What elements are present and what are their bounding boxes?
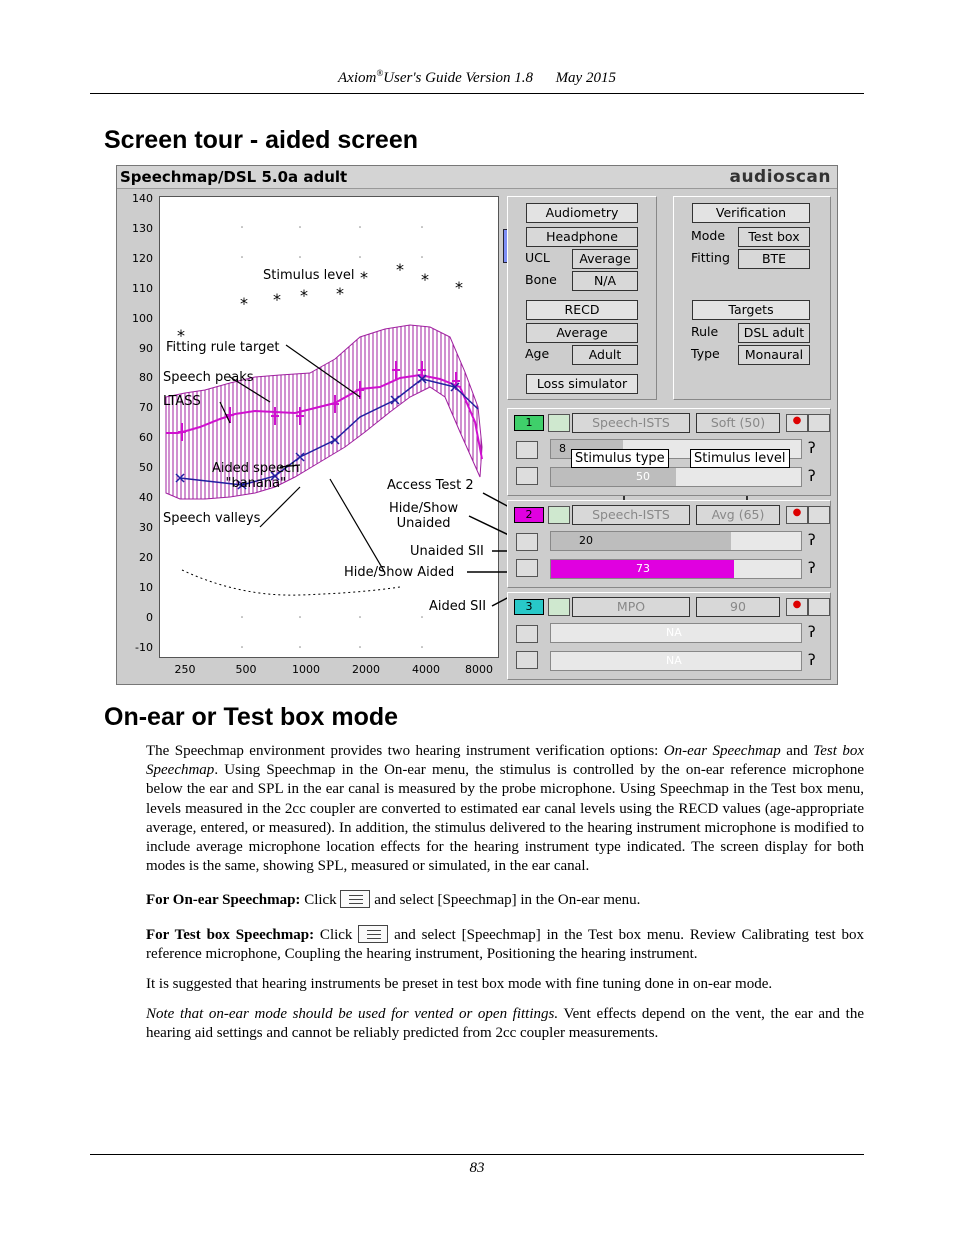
annotation-hide-show-line1: Hide/Show <box>389 501 459 516</box>
aided-sii-bar <box>550 651 802 671</box>
y-tick-label: 110 <box>132 281 153 295</box>
paragraph-testbox: For Test box Speechmap: Click and select [Speechmap] in the Test box menu. Review Calibrating test box reference microphone, Coupling the hearing instrument, Positioning the hearing instrument. <box>146 926 864 962</box>
header-rule <box>90 93 864 94</box>
onear-heading: For On-ear Speechmap: <box>146 892 301 909</box>
annotation-aided-speech-line2: "banana" <box>225 476 287 491</box>
ear-icon: ʔ <box>808 439 816 457</box>
rule-select[interactable]: DSL adult <box>738 323 810 343</box>
annotation-access-test-2: Access Test 2 <box>387 478 474 493</box>
clear-icon[interactable] <box>808 414 830 432</box>
body-text <box>146 742 864 1044</box>
y-tick-label: 30 <box>139 520 153 534</box>
recd-button[interactable]: RECD <box>526 300 638 320</box>
svg-text:*: * <box>273 290 281 309</box>
play-icon[interactable] <box>548 414 570 432</box>
targets-button[interactable]: Targets <box>692 300 810 320</box>
mode-label: Mode <box>691 228 726 243</box>
paragraph-preset: It is suggested that hearing instruments be preset in test box mode with fine tuning done in on-ear mode. <box>146 976 773 993</box>
verification-button[interactable]: Verification <box>692 203 810 223</box>
ucl-select[interactable]: Average <box>572 249 638 269</box>
unaided-sii-value: 20 <box>579 534 593 547</box>
x-tick-label: 500 <box>235 663 257 676</box>
ear-icon: ʔ <box>808 651 816 669</box>
speechmap-screenshot <box>116 165 838 685</box>
svg-text:*: * <box>336 284 344 303</box>
header-date: May 2015 <box>555 70 616 86</box>
svg-text:*: * <box>177 326 185 345</box>
verification-panel <box>673 196 831 400</box>
note-italic: Note that on-ear mode should be used for vented or open fittings. <box>146 1006 559 1023</box>
y-tick-label: 20 <box>139 550 153 564</box>
menu-icon <box>358 925 388 943</box>
y-tick-label: 60 <box>139 431 153 445</box>
header-brand: Axiom <box>338 70 377 86</box>
speechmap-graph <box>160 197 498 657</box>
y-tick-label: 0 <box>146 610 153 624</box>
em-onear-speechmap: On-ear Speechmap <box>663 743 781 759</box>
annotation-ltass: LTASS <box>163 394 201 409</box>
x-tick-label: 1000 <box>292 663 320 676</box>
stimulus-type-select[interactable]: Speech-ISTS <box>572 413 690 433</box>
hide-show-unaided-icon[interactable] <box>516 625 538 643</box>
age-label: Age <box>525 346 550 361</box>
svg-text:*: * <box>455 278 463 297</box>
speechmap-plot <box>159 196 499 658</box>
em-testbox-speechmap: Test box Speechmap <box>146 743 864 779</box>
mode-select[interactable]: Test box <box>738 227 810 247</box>
audioscan-logo: audioscan <box>729 167 831 187</box>
y-tick-label: 50 <box>139 461 153 475</box>
clear-icon[interactable] <box>808 506 830 524</box>
unaided-sii-value: NA <box>666 626 682 639</box>
loss-simulator-button[interactable]: Loss simulator <box>526 374 638 394</box>
svg-text:*: * <box>240 294 248 313</box>
stimulus-level-select[interactable]: Avg (65) <box>696 505 780 525</box>
running-header <box>0 68 954 87</box>
age-select[interactable]: Adult <box>572 345 638 365</box>
annotation-hide-show-unaided <box>389 501 458 531</box>
recd-select[interactable]: Average <box>526 323 638 343</box>
audiometry-panel <box>507 196 657 400</box>
rule-label: Rule <box>691 324 719 339</box>
section-title-aided-screen: Screen tour - aided screen <box>104 126 419 154</box>
annotation-aided-speech-line1: Aided speech <box>212 461 300 476</box>
record-icon[interactable]: ● <box>786 506 808 524</box>
testbox-heading: For Test box Speechmap: <box>146 926 315 943</box>
test-row-panel <box>507 500 831 588</box>
stimulus-level-select[interactable]: 90 <box>696 597 780 617</box>
test-number-button[interactable]: 1 <box>514 415 544 431</box>
callout-stimulus-level: Stimulus level <box>690 449 790 468</box>
unaided-sii-value: 8 <box>559 442 566 455</box>
y-tick-label: 90 <box>139 341 153 355</box>
section-title-onear-testbox: On-ear or Test box mode <box>104 703 399 731</box>
test-row-panel <box>507 592 831 680</box>
stimulus-level-select[interactable]: Soft (50) <box>696 413 780 433</box>
clear-icon[interactable] <box>808 598 830 616</box>
paragraph-onear: For On-ear Speechmap: Click and select [Speechmap] in the On-ear menu. <box>146 892 641 909</box>
annotation-speech-peaks: Speech peaks <box>163 370 254 385</box>
audiometry-button[interactable]: Audiometry <box>526 203 638 223</box>
type-select[interactable]: Monaural <box>738 345 810 365</box>
annotation-speech-valleys: Speech valleys <box>163 511 261 526</box>
x-tick-label: 4000 <box>412 663 440 676</box>
y-tick-label: 70 <box>139 401 153 415</box>
aided-sii-value: NA <box>666 654 682 667</box>
play-icon[interactable] <box>548 506 570 524</box>
y-tick-label: 40 <box>139 491 153 504</box>
headphone-select[interactable]: Headphone <box>526 227 638 247</box>
x-tick-label: 2000 <box>352 663 380 676</box>
annotation-unaided-sii: Unaided SII <box>410 544 484 559</box>
svg-text:*: * <box>300 286 308 305</box>
type-label: Type <box>691 346 720 361</box>
fitting-label: Fitting <box>691 250 730 265</box>
hide-show-aided-icon[interactable] <box>516 467 538 485</box>
x-tick-label: 8000 <box>465 663 493 676</box>
y-tick-label: 80 <box>139 371 153 385</box>
y-tick-label: 120 <box>132 251 153 265</box>
y-tick-label: 100 <box>132 311 153 325</box>
annotation-stimulus-level: Stimulus level <box>263 268 355 283</box>
bone-select[interactable]: N/A <box>572 271 638 291</box>
record-icon[interactable]: ● <box>786 414 808 432</box>
annotation-aided-sii: Aided SII <box>429 599 487 614</box>
hide-show-aided-icon[interactable] <box>516 559 538 577</box>
stimulus-type-select[interactable]: MPO <box>572 597 690 617</box>
ear-icon: ʔ <box>808 531 816 549</box>
hide-show-aided-icon[interactable] <box>516 651 538 669</box>
y-tick-label: 10 <box>139 580 153 594</box>
unaided-sii-bar <box>550 531 802 551</box>
aided-sii-value: 73 <box>636 562 650 575</box>
test-number-button[interactable]: 2 <box>514 507 544 523</box>
header-title: User's Guide Version 1.8 <box>383 70 534 86</box>
y-tick-label: 130 <box>132 221 153 235</box>
paragraph-intro: The Speechmap environment provides two hearing instrument verification options: On-ear Speechmap and Test box Speechmap. Using Speechmap in the On-ear menu, the stimulus is controlled by the on-ear reference microphone below the ear and SPL in the ear canal is measured by the probe microphone. Using Speechmap in the Test box menu, levels measured in the 2cc coupler are converted to estimated ear canal levels using the RECD values (age-appropriate average, entered, or measured). In addition, the stimulus delivered to the hearing instrument microphone is modified to include average microphone location effects for the hearing instrument type indicated. The screen display for both modes is the same, showing SPL, measured or simulated, in the ear canal. <box>146 743 864 875</box>
y-tick-label: -10 <box>135 640 153 654</box>
stimulus-type-select[interactable]: Speech-ISTS <box>572 505 690 525</box>
ear-icon: ʔ <box>808 467 816 485</box>
footer-rule <box>90 1154 864 1155</box>
annotation-aided-speech <box>212 461 300 491</box>
hide-show-unaided-icon[interactable] <box>516 441 538 459</box>
play-icon[interactable] <box>548 598 570 616</box>
x-tick-label: 250 <box>174 663 196 676</box>
aided-sii-bar <box>550 467 802 487</box>
annotation-fitting-rule-target: Fitting rule target <box>166 340 280 355</box>
unaided-sii-bar <box>550 623 802 643</box>
svg-text:*: * <box>360 268 368 287</box>
annotation-hide-show-line2: Unaided <box>396 516 451 531</box>
ear-icon: ʔ <box>808 559 816 577</box>
hide-show-unaided-icon[interactable] <box>516 533 538 551</box>
paragraph-note: Note that on-ear mode should be used for vented or open fittings. Vent effects depend on the vent, the ear and the hearing aid settings and cannot be reliably predicted from 2cc coupler measurements. <box>146 1006 864 1042</box>
screenshot-titlebar <box>117 166 837 189</box>
callout-stimulus-type: Stimulus type <box>571 449 669 468</box>
page-number: 83 <box>469 1160 485 1176</box>
test-number-button[interactable]: 3 <box>514 599 544 615</box>
record-icon[interactable]: ● <box>786 598 808 616</box>
bone-label: Bone <box>525 272 557 287</box>
fitting-select[interactable]: BTE <box>738 249 810 269</box>
aided-sii-value: 50 <box>636 470 650 483</box>
ucl-label: UCL <box>525 250 550 265</box>
y-tick-label: 140 <box>132 192 153 205</box>
header-reg: ® <box>376 68 384 78</box>
screenshot-title: Speechmap/DSL 5.0a adult <box>120 168 348 186</box>
aided-sii-bar <box>550 559 802 579</box>
svg-text:*: * <box>396 260 404 279</box>
ear-icon: ʔ <box>808 623 816 641</box>
svg-text:*: * <box>421 270 429 289</box>
annotation-hide-show-aided: Hide/Show Aided <box>344 565 455 580</box>
menu-icon <box>340 890 370 908</box>
